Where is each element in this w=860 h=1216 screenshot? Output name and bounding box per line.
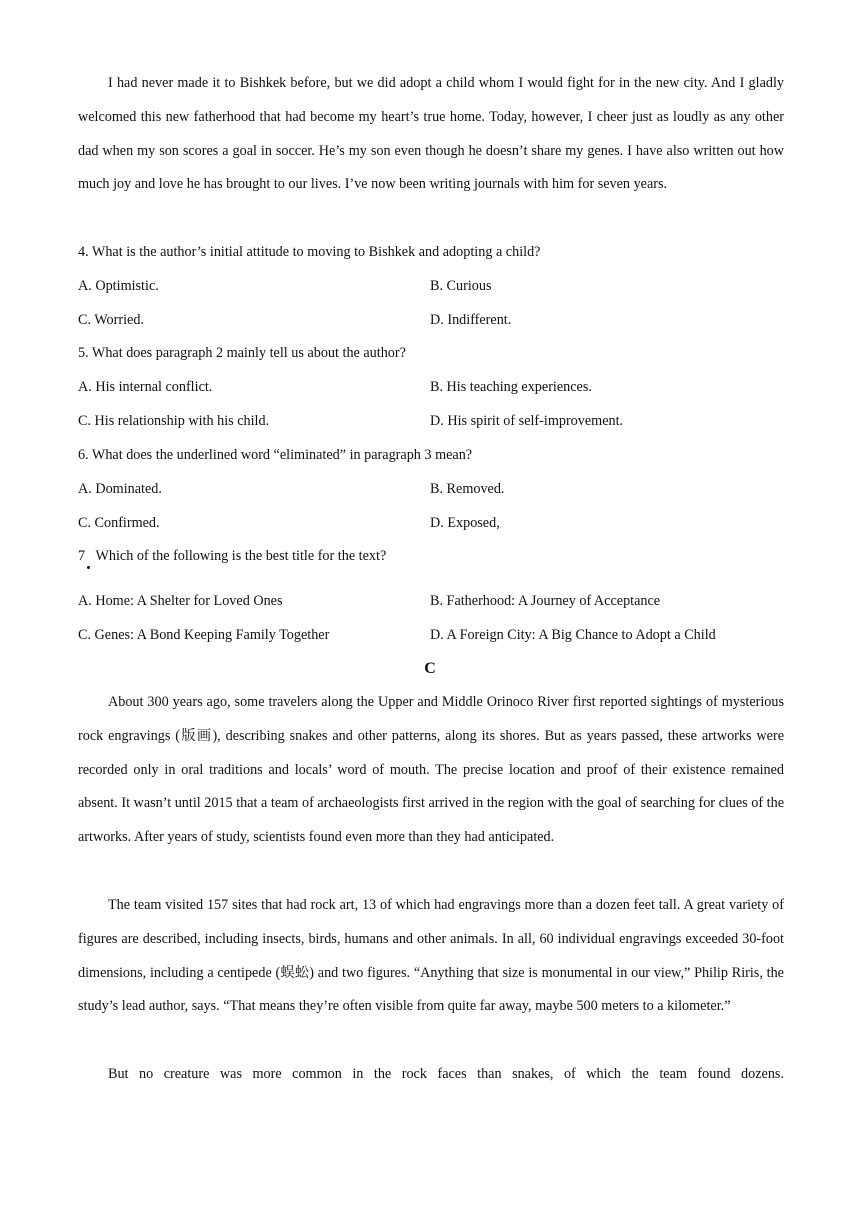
paragraph-text: About 300 years ago, some travelers along the Upper and Middle Orinoco River first reported sightings of mysterious rock engravings (版画), describing snakes and other patterns, along its shores. But as years passed, these artworks were recorded only in oral traditions and locals’ word of mouth. The precise location and proof of their existence remained absent. It wasn’t until 2015 that a team of archaeologists first arrived in the region with the goal of searching for clues of the artworks. After years of study, scientists found even more than they had anticipated. bbox=[78, 694, 784, 846]
paragraph-text: I had never made it to Bishkek before, but we did adopt a child whom I would fight for in the new city. And I gladly welcomed this new fatherhood that had become my heart’s true home. Today, however, I cheer just as loudly as any other dad when my son scores a goal in soccer. He’s my son even though he doesn’t share my genes. I have also written out how much joy and love he has brought to our lives. I’ve now been writing journals with him for seven years. bbox=[78, 75, 784, 193]
question-4-option-c[interactable]: C. Worried. bbox=[78, 312, 144, 328]
question-7-stem: 7 Which of the following is the best title for the text? bbox=[78, 548, 387, 564]
question-7-option-b[interactable]: B. Fatherhood: A Journey of Acceptance bbox=[430, 593, 661, 609]
question-5-option-b[interactable]: B. His teaching experiences. bbox=[430, 379, 592, 395]
paragraph-text: The team visited 157 sites that had rock art, 13 of which had engravings more than a dozen feet tall. A great variety of figures are described, including insects, birds, humans and other animals. In all, 60 individual engravings exceeded 30-foot dimensions, including a centipede (蜈蚣) and two figures. “Anything that size is monumental in our view,” Philip Riris, the study’s lead author, says. “That means they’re often visible from quite far away, maybe 500 meters to a kilometer.” bbox=[78, 897, 784, 1015]
question-6-option-d[interactable]: D. Exposed, bbox=[430, 515, 500, 531]
question-4-option-b[interactable]: B. Curious bbox=[430, 278, 492, 294]
question-7-option-d[interactable]: D. A Foreign City: A Big Chance to Adopt a Child bbox=[430, 627, 716, 643]
question-6-option-a[interactable]: A. Dominated. bbox=[78, 481, 162, 497]
question-5-stem: 5. What does paragraph 2 mainly tell us about the author? bbox=[78, 345, 406, 361]
question-5-option-a[interactable]: A. His internal conflict. bbox=[78, 379, 213, 395]
paragraph-text: But no creature was more common in the rock faces than snakes, of which the team found dozens. bbox=[108, 1066, 784, 1082]
question-6-stem: 6. What does the underlined word “eliminated” in paragraph 3 mean? bbox=[78, 447, 473, 463]
question-4-option-a[interactable]: A. Optimistic. bbox=[78, 278, 159, 294]
section-c-title: C bbox=[424, 660, 436, 677]
question-5-option-c[interactable]: C. His relationship with his child. bbox=[78, 413, 270, 429]
section-c-paragraph-2 bbox=[78, 889, 784, 1024]
question-6-option-c[interactable]: C. Confirmed. bbox=[78, 515, 160, 531]
section-c-paragraph-3 bbox=[78, 1058, 784, 1092]
question-7-option-a[interactable]: A. Home: A Shelter for Loved Ones bbox=[78, 593, 283, 609]
question-7-option-c[interactable]: C. Genes: A Bond Keeping Family Together bbox=[78, 627, 330, 643]
section-c-paragraph-1 bbox=[78, 686, 784, 855]
question-6-option-b[interactable]: B. Removed. bbox=[430, 481, 505, 497]
question-4-option-d[interactable]: D. Indifferent. bbox=[430, 312, 512, 328]
question-4-stem: 4. What is the author’s initial attitude to moving to Bishkek and adopting a child? bbox=[78, 244, 541, 260]
passage-b-final-paragraph bbox=[78, 67, 784, 202]
stray-dot-mark bbox=[87, 566, 90, 569]
question-5-option-d[interactable]: D. His spirit of self-improvement. bbox=[430, 413, 624, 429]
